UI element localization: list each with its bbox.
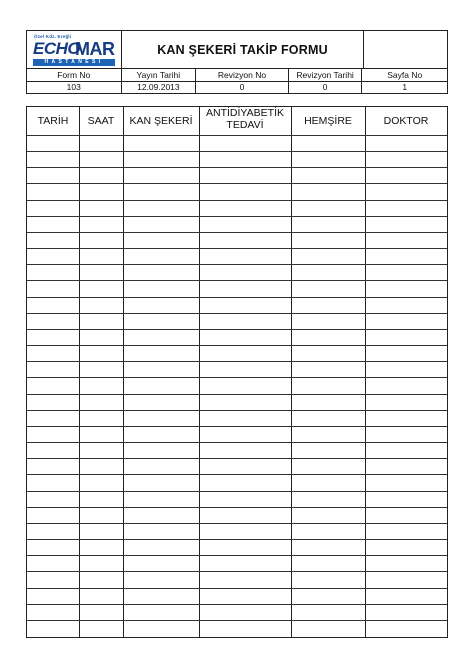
form-title: KAN ŞEKERİ TAKİP FORMU (157, 43, 328, 57)
table-row (27, 474, 447, 475)
table-row (27, 555, 447, 556)
table-row (27, 491, 447, 492)
col-header-antidiabetic-treatment: ANTİDİYABETİK TEDAVİ (206, 107, 284, 131)
col-header-date: TARİH (37, 115, 69, 127)
col-divider (79, 107, 80, 637)
col-header-blood-sugar: KAN ŞEKERİ (129, 115, 193, 127)
table-row (27, 264, 447, 265)
meta-value-form-no: 103 (27, 81, 122, 94)
col-divider (365, 107, 366, 637)
table-row (27, 248, 447, 249)
table-row (27, 297, 447, 298)
table-row (27, 588, 447, 589)
meta-label-publish-date: Yayın Tarihi (122, 69, 197, 82)
table-row (27, 458, 447, 459)
table-row (27, 442, 447, 443)
table-row (27, 604, 447, 605)
meta-label-revision-no: Revizyon No (196, 69, 289, 82)
logo-sub-text: HASTANESİ (33, 59, 115, 66)
logo-brand-right: MAR (75, 39, 115, 59)
col-header-nurse: HEMŞİRE (304, 115, 352, 127)
table-row (27, 345, 447, 346)
table-row (27, 151, 447, 152)
hospital-logo (31, 34, 117, 66)
table-row (27, 571, 447, 572)
logo-top-text: Özel Kdz. Ereğli (34, 34, 72, 39)
blood-sugar-table (26, 106, 448, 638)
meta-label-revision-date: Revizyon Tarihi (289, 69, 363, 82)
table-row (27, 394, 447, 395)
meta-value-publish-date: 12.09.2013 (122, 81, 197, 94)
col-divider (291, 107, 292, 637)
table-row (27, 620, 447, 621)
title-cell (122, 31, 364, 69)
blank-header-cell (364, 31, 449, 69)
col-header-time: SAAT (87, 115, 115, 127)
table-row (27, 232, 447, 233)
meta-label-form-no: Form No (27, 69, 122, 82)
table-row (27, 200, 447, 201)
table-row (27, 183, 447, 184)
table-row (27, 216, 447, 217)
table-row (27, 377, 447, 378)
col-header-doctor: DOKTOR (383, 115, 429, 127)
meta-value-revision-date: 0 (289, 81, 363, 94)
table-row (27, 167, 447, 168)
table-row (27, 313, 447, 314)
table-row (27, 523, 447, 524)
table-row (27, 135, 447, 136)
meta-value-revision-no: 0 (196, 81, 289, 94)
col-divider (123, 107, 124, 637)
meta-value-row (27, 81, 447, 94)
logo-cell (27, 31, 122, 69)
form-header (26, 30, 448, 94)
col-divider (199, 107, 200, 637)
table-row (27, 410, 447, 411)
table-row (27, 507, 447, 508)
meta-value-page-no: 1 (402, 82, 408, 93)
meta-label-page-no: Sayfa No (387, 70, 423, 81)
table-row (27, 280, 447, 281)
table-row (27, 539, 447, 540)
logo-brand-left: ECHO (33, 39, 81, 58)
table-row (27, 426, 447, 427)
table-row (27, 361, 447, 362)
table-row (27, 329, 447, 330)
